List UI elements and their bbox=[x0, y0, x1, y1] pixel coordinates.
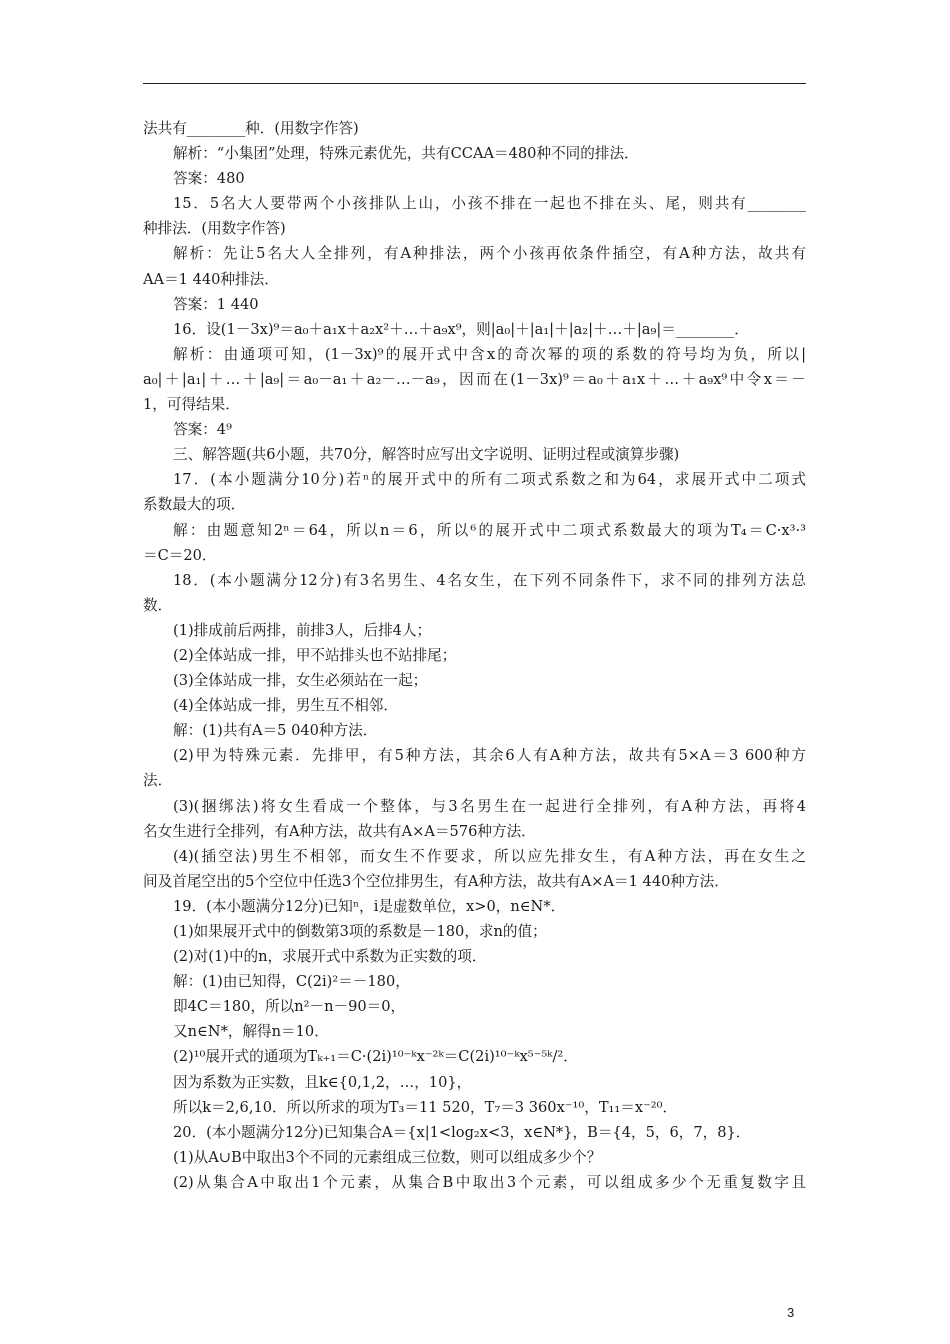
page-number: 3 bbox=[787, 1305, 795, 1320]
text-line: 解析：“小集团”处理，特殊元素优先，共有CCAA＝480种不同的排法． bbox=[173, 145, 639, 163]
text-line: 数． bbox=[143, 596, 173, 614]
text-line: (4)全体站成一排，男生互不相邻． bbox=[173, 697, 398, 715]
text-line: 所以k＝2,6,10．所以所求的项为T₃＝11 520，T₇＝3 360x⁻¹⁰，T₁₁＝x⁻²⁰． bbox=[173, 1098, 678, 1116]
text-line: 又n∈N*，解得n＝10． bbox=[173, 1023, 329, 1041]
text-line: 解：(1)共有A＝5 040种方法． bbox=[173, 722, 378, 740]
text-line: 法共有________种．(用数字作答) bbox=[143, 120, 359, 137]
header-rule bbox=[143, 83, 806, 84]
text-line: 17．(本小题满分10分)若ⁿ的展开式中的所有二项式系数之和为64，求展开式中二项式 bbox=[173, 471, 806, 489]
text-line: a₀|＋|a₁|＋…＋|a₉|＝a₀－a₁＋a₂－…－a₉，因而在(1－3x)⁹＝a₀＋a₁x＋…＋a₉x⁹中令x＝－ bbox=[143, 370, 806, 388]
text-line: (1)排成前后两排，前排3人，后排4人； bbox=[173, 621, 432, 639]
text-line: (3)全体站成一排，女生必须站在一起； bbox=[173, 672, 428, 690]
text-line: AA＝1 440种排法． bbox=[143, 270, 279, 288]
text-line: (3)(捆绑法)将女生看成一个整体，与3名男生在一起进行全排列，有A种方法，再将4 bbox=[173, 797, 806, 815]
text-line: (2)¹⁰展开式的通项为Tₖ₊₁＝C·(2i)¹⁰⁻ᵏx⁻²ᵏ＝C(2i)¹⁰⁻ᵏx⁵⁻⁵ᵏ/²． bbox=[173, 1048, 578, 1066]
text-line: 15．5名大人要带两个小孩排队上山，小孩不排在一起也不排在头、尾，则共有________ bbox=[173, 195, 806, 213]
text-line: 解：由题意知2ⁿ＝64，所以n＝6，所以⁶的展开式中二项式系数最大的项为T₄＝C·x³·³ bbox=[173, 521, 806, 539]
text-line: 20．(本小题满分12分)已知集合A＝{x|1<log₂x<3，x∈N*}，B＝{4，5，6，7，8}． bbox=[173, 1123, 751, 1141]
text-line: 三、解答题(共6小题，共70分，解答时应写出文字说明、证明过程或演算步骤) bbox=[173, 446, 680, 464]
text-line: 1，可得结果． bbox=[143, 396, 240, 414]
text-line: 法． bbox=[143, 772, 173, 790]
text-line: 系数最大的项． bbox=[143, 496, 246, 514]
text-line: 名女生进行全排列，有A种方法，故共有A×A＝576种方法． bbox=[143, 822, 536, 840]
text-line: 因为系数为正实数，且k∈{0,1,2，…，10}， bbox=[173, 1073, 472, 1091]
text-line: 16．设(1－3x)⁹＝a₀＋a₁x＋a₂x²＋…＋a₉x⁹，则|a₀|＋|a₁|＋|a₂|＋…＋|a₉|＝________． bbox=[173, 320, 749, 338]
document-body bbox=[143, 116, 806, 1195]
text-line: (4)(插空法)男生不相邻，而女生不作要求，所以应先排女生，有A种方法，再在女生之 bbox=[173, 847, 806, 865]
text-line: 间及首尾空出的5个空位中任选3个空位排男生，有A种方法，故共有A×A＝1 440种方法． bbox=[143, 872, 729, 890]
text-line: (1)如果展开式中的倒数第3项的系数是－180，求n的值； bbox=[173, 923, 547, 940]
text-line: (2)对(1)中的n，求展开式中系数为正实数的项． bbox=[173, 948, 487, 966]
text-line: 18．(本小题满分12分)有3名男生、4名女生，在下列不同条件下，求不同的排列方法总 bbox=[173, 571, 806, 589]
text-line: (2)从集合A中取出1个元素，从集合B中取出3个元素，可以组成多少个无重复数字且 bbox=[173, 1173, 806, 1191]
text-line: 解：(1)由已知得，C(2i)²＝－180， bbox=[173, 973, 410, 991]
text-line: 答案：480 bbox=[173, 170, 245, 188]
text-line: 答案：1 440 bbox=[173, 295, 259, 313]
text-line: (2)全体站成一排，甲不站排头也不站排尾； bbox=[173, 646, 457, 664]
text-line: 种排法．(用数字作答) bbox=[143, 220, 286, 238]
text-line: (2)甲为特殊元素．先排甲，有5种方法，其余6人有A种方法，故共有5×A＝3 600种方 bbox=[173, 747, 806, 765]
text-line: 答案：4⁹ bbox=[173, 421, 232, 439]
text-line: 19．(本小题满分12分)已知ⁿ，i是虚数单位，x>0，n∈N*． bbox=[173, 897, 566, 915]
text-line: ＝C＝20． bbox=[143, 546, 217, 564]
text-line: 即4C＝180，所以n²－n－90＝0， bbox=[173, 998, 406, 1016]
text-line: 解析：先让5名大人全排列，有A种排法，两个小孩再依条件插空，有A种方法，故共有 bbox=[173, 245, 806, 263]
text-line: (1)从A∪B中取出3个不同的元素组成三位数，则可以组成多少个？ bbox=[173, 1148, 602, 1166]
text-line: 解析：由通项可知，(1－3x)⁹的展开式中含x的奇次幂的项的系数的符号均为负，所以| bbox=[173, 345, 806, 363]
